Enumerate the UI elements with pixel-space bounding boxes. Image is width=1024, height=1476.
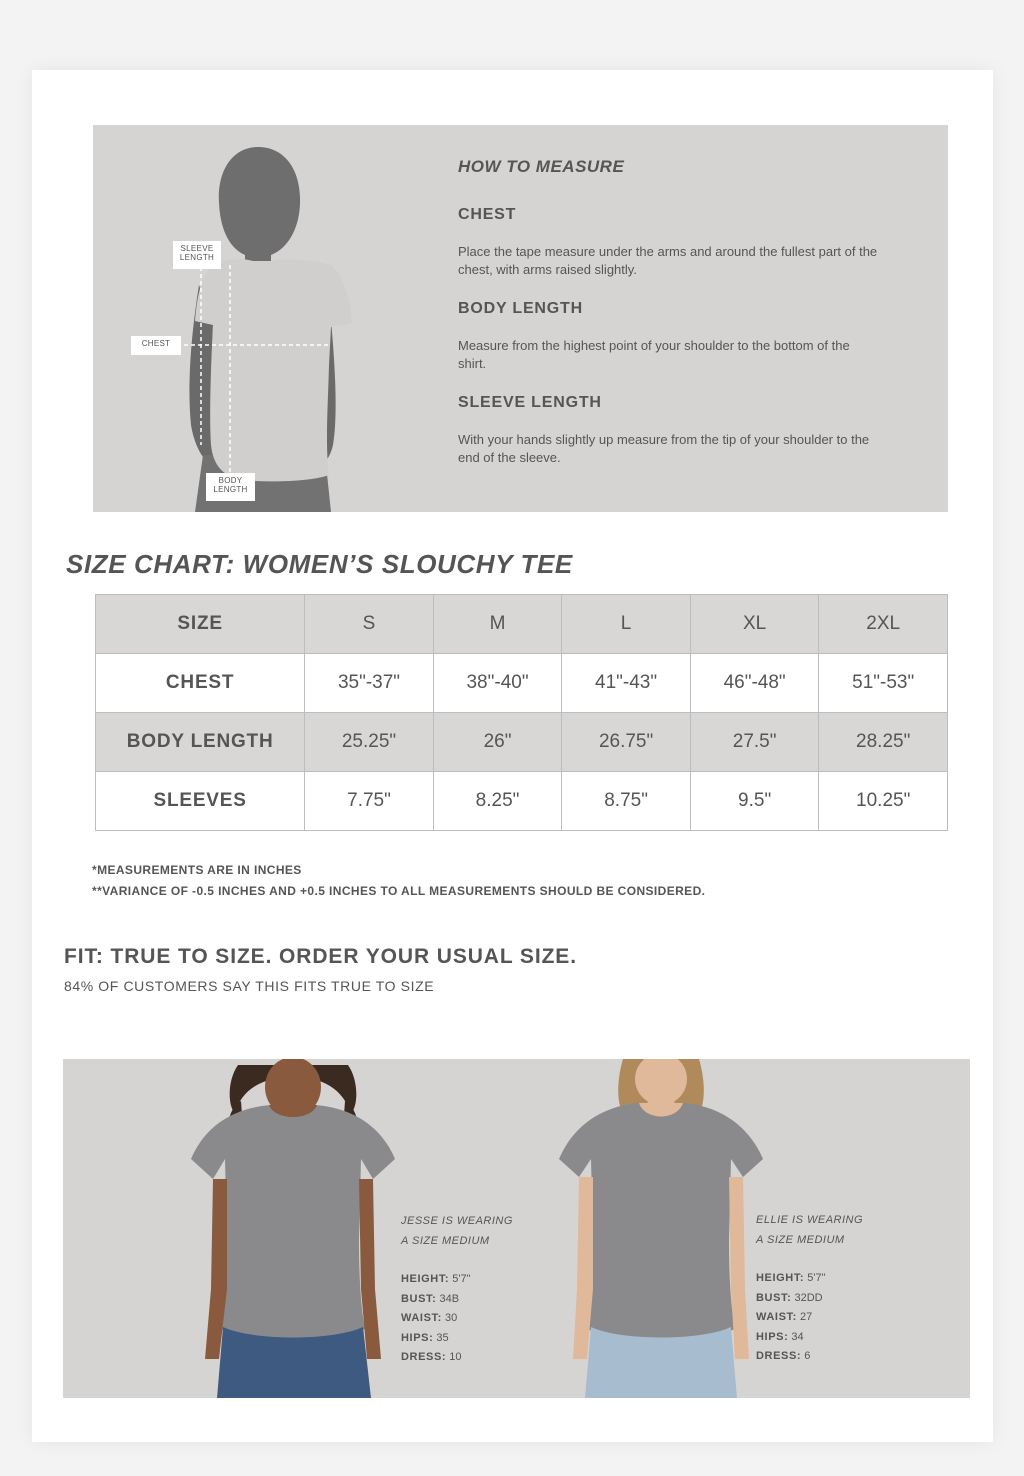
stat-value: 30	[444, 1312, 458, 1324]
model-jesse-wearing-line2: A SIZE MEDIUM	[401, 1235, 490, 1247]
model-jesse-hips	[401, 1329, 513, 1349]
stat-key: WAIST:	[756, 1311, 797, 1323]
chest-heading: CHEST	[458, 206, 517, 223]
table-cell: 46"-48"	[690, 654, 819, 713]
how-to-measure-title: HOW TO MEASURE	[458, 157, 625, 176]
model-ellie-height	[756, 1269, 863, 1289]
stat-key: HEIGHT:	[401, 1273, 450, 1285]
row-label: SIZE	[96, 595, 305, 654]
model-jesse-wearing	[401, 1211, 513, 1251]
model-jesse-image	[183, 1059, 403, 1398]
table-cell: 9.5"	[690, 772, 819, 831]
body-length-heading: BODY LENGTH	[458, 300, 583, 317]
table-cell: 8.75"	[562, 772, 691, 831]
model-ellie-bust	[756, 1289, 863, 1309]
table-cell: M	[433, 595, 562, 654]
stat-value: 6	[804, 1350, 811, 1362]
variance-note: **VARIANCE OF -0.5 INCHES AND +0.5 INCHES TO ALL MEASUREMENTS SHOULD BE CONSIDERED.	[92, 884, 706, 898]
stat-key: HIPS:	[756, 1330, 789, 1343]
table-cell: 8.25"	[433, 772, 562, 831]
table-cell: 28.25"	[819, 713, 948, 772]
stat-key: BUST:	[756, 1291, 792, 1304]
table-cell: 25.25"	[305, 713, 434, 772]
row-label: CHEST	[96, 654, 305, 713]
stat-value: 5'7"	[452, 1273, 471, 1285]
model-jesse-wearing-line1: JESSE IS WEARING	[401, 1215, 513, 1227]
model-jesse-dress	[401, 1348, 513, 1368]
table-cell: L	[562, 595, 691, 654]
table-cell: 2XL	[819, 595, 948, 654]
stat-key: BUST:	[401, 1292, 437, 1305]
stat-value: 10	[449, 1351, 462, 1363]
table-row-size	[96, 595, 948, 654]
model-ellie-info	[756, 1210, 863, 1367]
stat-key: WAIST:	[401, 1312, 442, 1324]
model-ellie-hips	[756, 1328, 863, 1348]
table-cell: 10.25"	[819, 772, 948, 831]
table-row-body-length	[96, 713, 948, 772]
sleeve-length-tag: SLEEVE LENGTH	[173, 241, 221, 269]
model-ellie-wearing	[756, 1210, 863, 1250]
measurement-silhouette-illustration	[93, 125, 453, 512]
model-jesse-waist	[401, 1309, 513, 1329]
model-jesse-info	[401, 1211, 513, 1368]
stat-value: 35	[436, 1331, 449, 1344]
how-to-measure-panel	[93, 125, 948, 512]
table-cell: 38"-40"	[433, 654, 562, 713]
table-cell: 7.75"	[305, 772, 434, 831]
model-ellie-dress	[756, 1347, 863, 1367]
chest-description: Place the tape measure under the arms and around the fullest part of the chest, with arms raised slightly.	[458, 244, 878, 277]
fit-title: FIT: TRUE TO SIZE. ORDER YOUR USUAL SIZE.	[64, 945, 577, 968]
table-cell: 26"	[433, 713, 562, 772]
model-jesse-height	[401, 1270, 513, 1290]
model-ellie-wearing-line1: ELLIE IS WEARING	[756, 1214, 864, 1226]
row-label: BODY LENGTH	[96, 713, 305, 772]
stat-key: DRESS:	[401, 1351, 447, 1363]
body-length-tag: BODY LENGTH	[206, 473, 255, 501]
sleeve-length-description: With your hands slightly up measure from the tip of your shoulder to the end of the sleeve.	[458, 432, 870, 465]
stat-value: 34B	[439, 1292, 460, 1305]
stat-key: DRESS:	[756, 1350, 802, 1362]
stat-key: HIPS:	[401, 1331, 434, 1344]
size-chart-table	[95, 594, 948, 831]
model-ellie-wearing-line2: A SIZE MEDIUM	[756, 1234, 845, 1246]
table-cell: XL	[690, 595, 819, 654]
chest-tag: CHEST	[131, 336, 181, 355]
body-length-description: Measure from the highest point of your shoulder to the bottom of the shirt.	[458, 338, 850, 371]
model-ellie-image	[551, 1059, 771, 1398]
stat-key: HEIGHT:	[756, 1272, 805, 1284]
row-label: SLEEVES	[96, 772, 305, 831]
table-cell: 51"-53"	[819, 654, 948, 713]
table-cell: 26.75"	[562, 713, 691, 772]
size-chart-title: SIZE CHART: WOMEN’S SLOUCHY TEE	[66, 549, 573, 579]
table-row-sleeves	[96, 772, 948, 831]
model-jesse-bust	[401, 1290, 513, 1310]
fit-subtitle: 84% OF CUSTOMERS SAY THIS FITS TRUE TO SIZE	[64, 978, 435, 994]
table-cell: 35"-37"	[305, 654, 434, 713]
table-cell: 27.5"	[690, 713, 819, 772]
stat-value: 34	[791, 1330, 804, 1343]
table-cell: 41"-43"	[562, 654, 691, 713]
table-cell: S	[305, 595, 434, 654]
measurement-note: *MEASUREMENTS ARE IN INCHES	[92, 863, 302, 877]
stat-value: 27	[799, 1311, 813, 1323]
stat-value: 32DD	[794, 1291, 823, 1304]
stat-value: 5'7"	[807, 1272, 826, 1284]
models-panel	[63, 1059, 970, 1398]
model-ellie-waist	[756, 1308, 863, 1328]
table-row-chest	[96, 654, 948, 713]
sleeve-length-heading: SLEEVE LENGTH	[458, 394, 602, 411]
